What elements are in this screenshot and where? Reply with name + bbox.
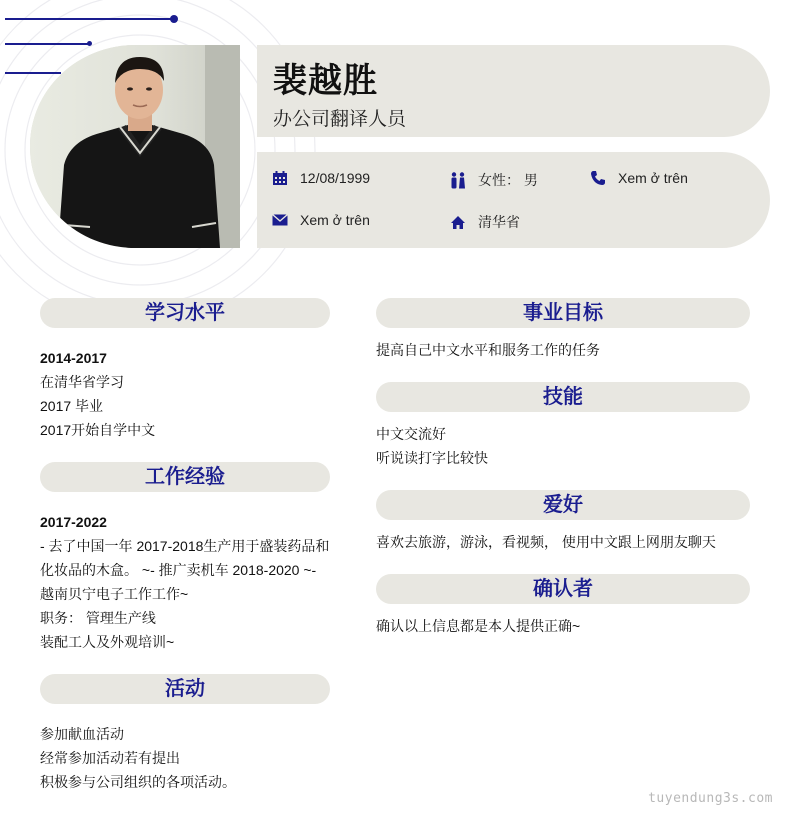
phone-item (590, 170, 688, 186)
objective-header: 事业目标 (376, 298, 750, 328)
confirmation-line: 确认以上信息都是本人提供正确~ (376, 618, 581, 634)
experience-header: 工作经验 (40, 462, 330, 492)
address-value: 清华省 (478, 214, 520, 230)
birthday-value: 12/08/1999 (300, 170, 371, 186)
confirmation-header: 确认者 (376, 574, 750, 604)
experience-line: 越南贝宁电子工作工作~ (40, 586, 189, 602)
hobbies-header: 爱好 (376, 490, 750, 520)
activities-header: 活动 (40, 674, 330, 704)
job-title: 办公司翻译人员 (273, 109, 407, 130)
decorative-line-1 (5, 18, 173, 20)
gender-item (450, 170, 538, 190)
education-line: 2017开始自学中文 (40, 422, 156, 438)
gender-value: 女性： 男 (478, 172, 538, 188)
envelope-icon (272, 214, 288, 226)
home-icon (450, 215, 466, 230)
experience-content (40, 510, 329, 654)
people-icon (450, 172, 466, 189)
objective-line: 提高自己中文水平和服务工作的任务 (376, 342, 600, 358)
birthday-item (272, 170, 370, 186)
skills-line: 中文交流好 (376, 426, 446, 442)
email-item (272, 212, 370, 228)
skills-line: 听说读打字比较快 (376, 450, 488, 466)
profile-photo (30, 45, 240, 248)
education-line: 在清华省学习 (40, 374, 124, 390)
email-value: Xem ở trên (300, 212, 370, 228)
experience-line: 装配工人及外观培训~ (40, 634, 175, 650)
education-content (40, 346, 155, 442)
calendar-icon (272, 170, 288, 186)
hobbies-content (376, 530, 716, 554)
confirmation-content (376, 614, 580, 638)
education-line: 2017 毕业 (40, 398, 104, 414)
experience-line: - 去了中国一年 2017-2018生产用于盛装药品和 (40, 538, 330, 554)
activities-line: 经常参加活动若有提出 (40, 750, 180, 766)
contact-info-panel (257, 152, 770, 248)
objective-content (376, 338, 600, 362)
experience-line: 化妆品的木盒。 ~- 推广卖机车 2018-2020 ~- (40, 562, 317, 578)
decorative-dot-1 (170, 15, 178, 23)
decorative-dot-2 (87, 41, 92, 46)
experience-period: 2017-2022 (40, 514, 107, 530)
skills-header: 技能 (376, 382, 750, 412)
phone-value: Xem ở trên (618, 170, 688, 186)
phone-icon (590, 170, 606, 186)
education-period: 2014-2017 (40, 350, 107, 366)
education-header: 学习水平 (40, 298, 330, 328)
skills-content (376, 422, 488, 470)
watermark-text: tuyendung3s.com (648, 791, 773, 806)
address-item (450, 212, 520, 232)
activities-content (40, 722, 236, 794)
experience-line: 职务： 管理生产线 (40, 610, 156, 626)
activities-line: 积极参与公司组织的各项活动。 (40, 774, 236, 790)
hobbies-line: 喜欢去旅游，游泳，看视频， 使用中文跟上网朋友聊天 (376, 534, 716, 550)
decorative-line-2 (5, 43, 89, 45)
person-name: 裴越胜 (273, 62, 378, 100)
activities-line: 参加献血活动 (40, 726, 124, 742)
decorative-line-3 (5, 72, 61, 74)
